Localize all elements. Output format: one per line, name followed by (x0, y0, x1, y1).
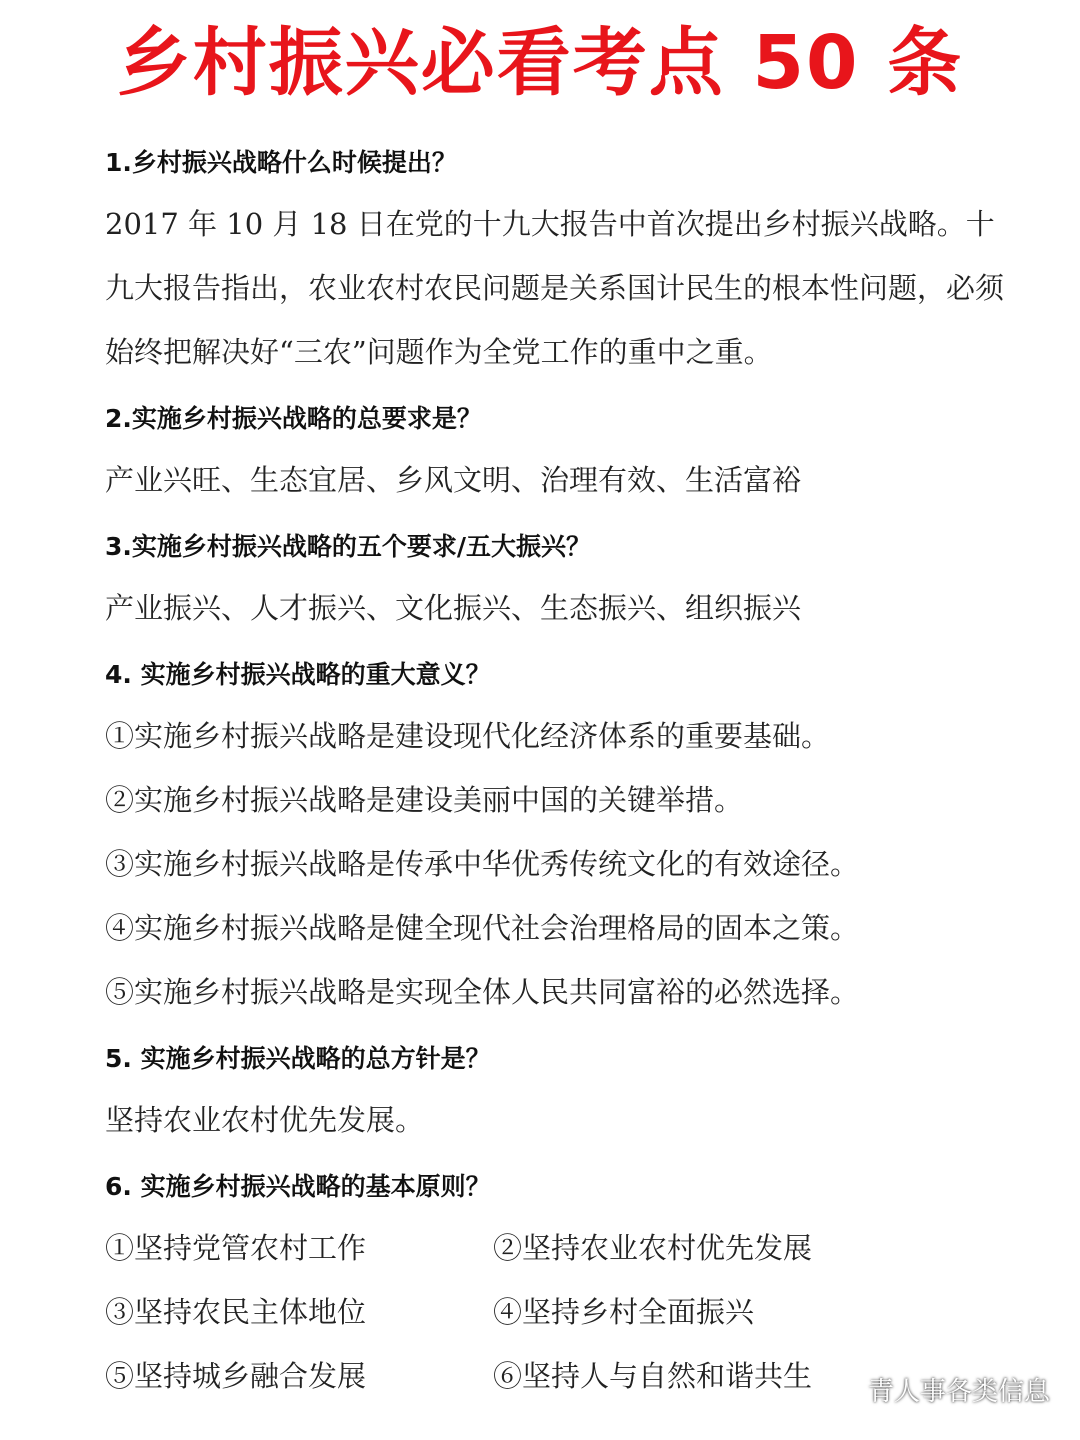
answer-3: 产业振兴、人才振兴、文化振兴、生态振兴、组织振兴 (105, 591, 802, 625)
question-4: 4. 实施乡村振兴战略的重大意义？ (105, 660, 491, 689)
significance-item: ③实施乡村振兴战略是传承中华优秀传统文化的有效途径。 (105, 847, 860, 881)
principle-item: ④坚持乡村全面振兴 (493, 1295, 755, 1329)
principle-item: ③坚持农民主体地位 (105, 1295, 367, 1329)
question-5: 5. 实施乡村振兴战略的总方针是？ (105, 1044, 491, 1073)
question-6: 6. 实施乡村振兴战略的基本原则？ (105, 1172, 491, 1201)
principle-item: ②坚持农业农村优先发展 (493, 1231, 813, 1265)
significance-item: ②实施乡村振兴战略是建设美丽中国的关键举措。 (105, 783, 744, 817)
principle-item: ⑤坚持城乡融合发展 (105, 1359, 367, 1393)
answer-1: 2017 年 10 月 18 日在党的十九大报告中首次提出乡村振兴战略。十九大报告指出，农业农村农民问题是关系国计民生的根本性问题，必须始终把解决好“三农”问题作为全党工作的重中之重。 (105, 207, 1005, 369)
watermark (826, 1372, 1050, 1412)
page-title: 乡村振兴必看考点 50 条 (116, 20, 964, 106)
answer-2: 产业兴旺、生态宜居、乡风文明、治理有效、生活富裕 (105, 463, 802, 497)
question-2: 2.实施乡村振兴战略的总要求是？ (105, 404, 482, 433)
significance-item: ①实施乡村振兴战略是建设现代化经济体系的重要基础。 (105, 719, 831, 753)
answer-5: 坚持农业农村优先发展。 (105, 1103, 425, 1137)
principle-item: ⑥坚持人与自然和谐共生 (493, 1359, 813, 1393)
significance-item: ④实施乡村振兴战略是健全现代社会治理格局的固本之策。 (105, 911, 860, 945)
watermark-text: 青人事各类信息 (867, 1377, 1050, 1407)
article-body (105, 146, 1005, 1408)
principle-item: ①坚持党管农村工作 (105, 1231, 367, 1265)
significance-item: ⑤实施乡村振兴战略是实现全体人民共同富裕的必然选择。 (105, 975, 860, 1009)
question-3: 3.实施乡村振兴战略的五个要求/五大振兴？ (105, 532, 592, 561)
question-1: 1.乡村振兴战略什么时候提出？ (105, 148, 457, 177)
wechat-icon (826, 1377, 860, 1407)
